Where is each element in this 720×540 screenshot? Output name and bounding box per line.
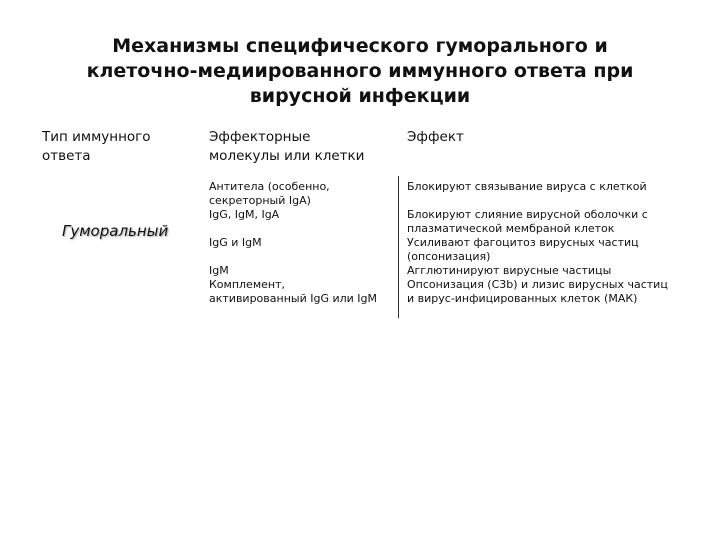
effect-text: и вирус-инфицированных клеток (МАК)	[407, 292, 638, 306]
slide-title	[40, 34, 680, 109]
header-response-type-line-2: ответа	[42, 148, 91, 164]
header-response-type-line-1: Тип иммунного	[42, 129, 151, 145]
effect-cell	[407, 208, 648, 236]
molecule-text: IgG и IgM	[209, 236, 262, 249]
molecule-cell	[209, 208, 279, 222]
effect-cell	[407, 180, 647, 194]
response-type-humoral: Гуморальный	[62, 222, 169, 240]
molecule-text: секреторный IgA)	[209, 194, 311, 208]
header-effect-label: Эффект	[407, 129, 464, 145]
molecule-cell	[209, 264, 229, 278]
header-effector-molecules-line-2: молекулы или клетки	[209, 148, 365, 164]
effect-cell	[407, 264, 611, 278]
effect-text: Блокируют слияние вирусной оболочки с	[407, 208, 648, 221]
column-divider	[398, 176, 399, 318]
effect-text: плазматической мембраной клеток	[407, 222, 615, 236]
effect-text: Опсонизация (C3b) и лизис вирусных частиц	[407, 278, 668, 291]
molecule-cell	[209, 278, 377, 306]
header-effector-molecules	[209, 128, 394, 166]
molecule-text: Комплемент,	[209, 278, 285, 291]
title-line-2: клеточно-медиированного иммунного ответа при	[86, 60, 634, 82]
effect-cell	[407, 236, 639, 264]
effect-text: Агглютинируют вирусные частицы	[407, 264, 612, 277]
header-response-type	[42, 128, 192, 166]
header-effector-molecules-line-1: Эффекторные	[209, 129, 311, 145]
header-effect	[407, 128, 687, 147]
molecule-text: IgG, IgM, IgA	[209, 208, 280, 221]
molecule-cell	[209, 180, 330, 208]
effect-cell	[407, 278, 668, 306]
title-line-3: вирусной инфекции	[249, 85, 471, 107]
molecule-text: IgM	[209, 264, 229, 277]
effect-text: Блокируют связывание вируса с клеткой	[407, 180, 647, 193]
effect-text: Усиливают фагоцитоз вирусных частиц	[407, 236, 639, 249]
molecule-text: активированный IgG или IgM	[209, 292, 378, 306]
molecule-text: Антитела (особенно,	[209, 180, 330, 193]
title-line-1: Механизмы специфического гуморального и	[112, 35, 608, 57]
molecule-cell	[209, 236, 262, 250]
effect-text: (опсонизация)	[407, 250, 491, 264]
